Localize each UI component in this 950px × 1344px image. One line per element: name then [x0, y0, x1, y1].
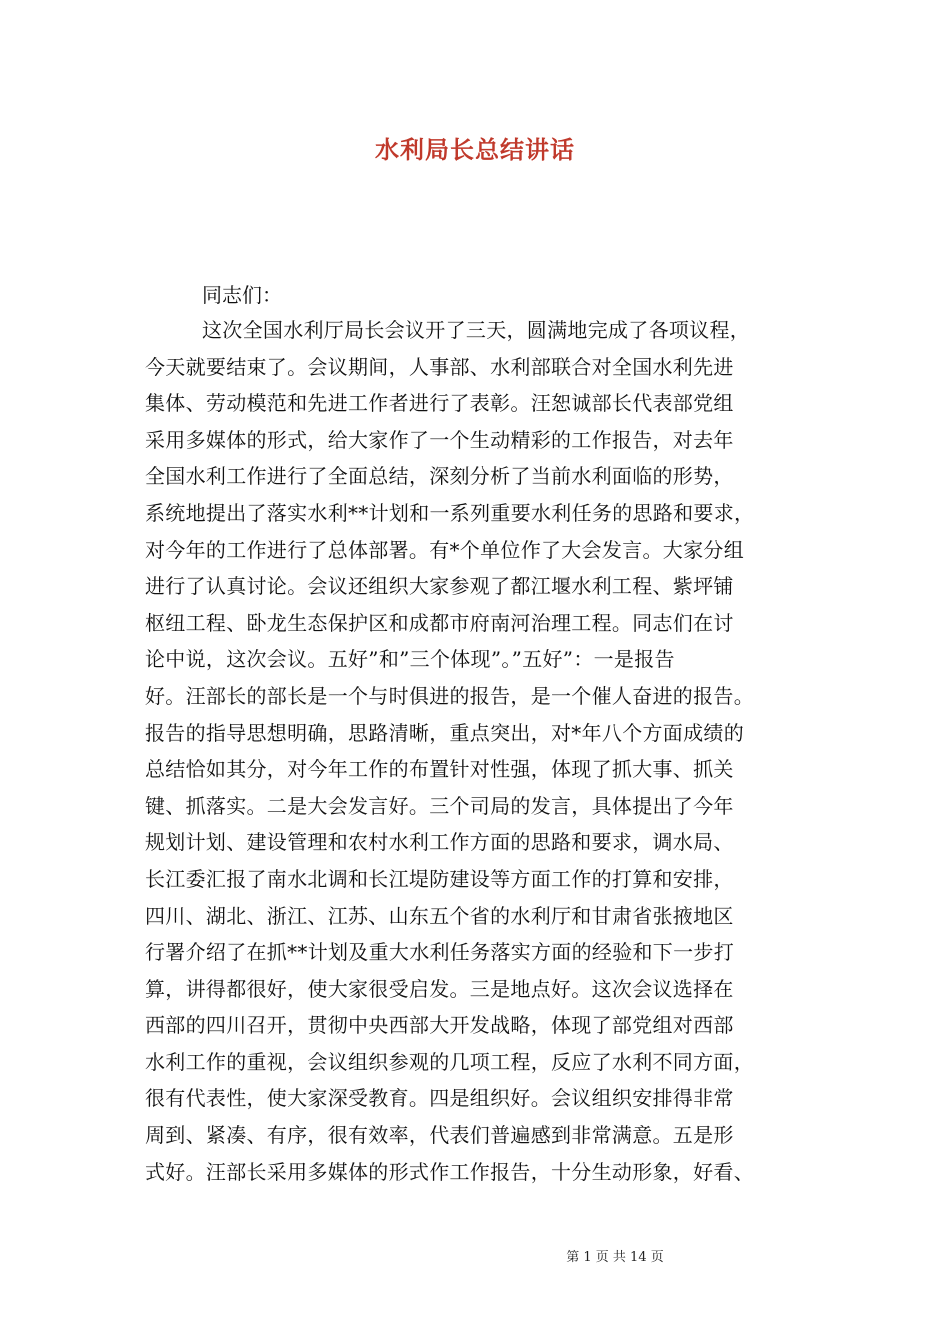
body-line: 周到、紧凑、有序，很有效率，代表们普遍感到非常满意。五是形	[145, 1123, 734, 1148]
body-line: 水利工作的重视，会议组织参观的几项工程，反应了水利不同方面，	[145, 1049, 754, 1074]
body-line: 集体、劳动模范和先进工作者进行了表彰。汪恕诚部长代表部党组	[145, 391, 734, 416]
body-line: 行署介绍了在抓**计划及重大水利任务落实方面的经验和下一步打	[145, 940, 734, 965]
page-footer: 第 1 页 共 14 页	[566, 1250, 664, 1265]
greeting-line: 同志们：	[202, 283, 282, 307]
body-line: 西部的四川召开，贯彻中央西部大开发战略，体现了部党组对西部	[145, 1013, 734, 1038]
body-line: 枢纽工程、卧龙生态保护区和成都市府南河治理工程。同志们在讨	[145, 610, 734, 635]
body-line: 论中说，这次会议。五好”和”三个体现”。”五好”：一是报告	[145, 647, 675, 672]
body-line: 全国水利工作进行了全面总结，深刻分析了当前水利面临的形势，	[145, 464, 734, 489]
body-text	[145, 312, 825, 1190]
body-line: 报告的指导思想明确，思路清晰，重点突出，对*年八个方面成绩的	[145, 720, 744, 745]
document-title: 水利局长总结讲话	[375, 135, 575, 164]
body-line: 键、抓落实。二是大会发言好。三个司局的发言，具体提出了今年	[145, 793, 734, 818]
body-line: 算，讲得都很好，使大家很受启发。三是地点好。这次会议选择在	[145, 976, 734, 1001]
body-line: 四川、湖北、浙江、江苏、山东五个省的水利厅和甘肃省张掖地区	[145, 903, 734, 928]
body-line: 很有代表性，使大家深受教育。四是组织好。会议组织安排得非常	[145, 1086, 734, 1111]
body-line: 对今年的工作进行了总体部署。有*个单位作了大会发言。大家分组	[145, 537, 744, 562]
body-line: 规划计划、建设管理和农村水利工作方面的思路和要求，调水局、	[145, 830, 734, 855]
body-line: 今天就要结束了。会议期间，人事部、水利部联合对全国水利先进	[145, 354, 734, 379]
body-line: 系统地提出了落实水利**计划和一系列重要水利任务的思路和要求，	[145, 500, 755, 525]
body-line: 好。汪部长的部长是一个与时俱进的报告，是一个催人奋进的报告。	[145, 683, 754, 708]
body-line: 进行了认真讨论。会议还组织大家参观了都江堰水利工程、紫坪铺	[145, 574, 734, 599]
body-line: 这次全国水利厅局长会议开了三天，圆满地完成了各项议程，	[202, 318, 751, 342]
body-line: 长江委汇报了南水北调和长江堤防建设等方面工作的打算和安排，	[145, 866, 734, 891]
body-line: 采用多媒体的形式，给大家作了一个生动精彩的工作报告，对去年	[145, 427, 734, 452]
body-line: 式好。汪部长采用多媒体的形式作工作报告，十分生动形象，好看、	[145, 1159, 754, 1184]
body-line: 总结恰如其分，对今年工作的布置针对性强，体现了抓大事、抓关	[145, 757, 734, 782]
